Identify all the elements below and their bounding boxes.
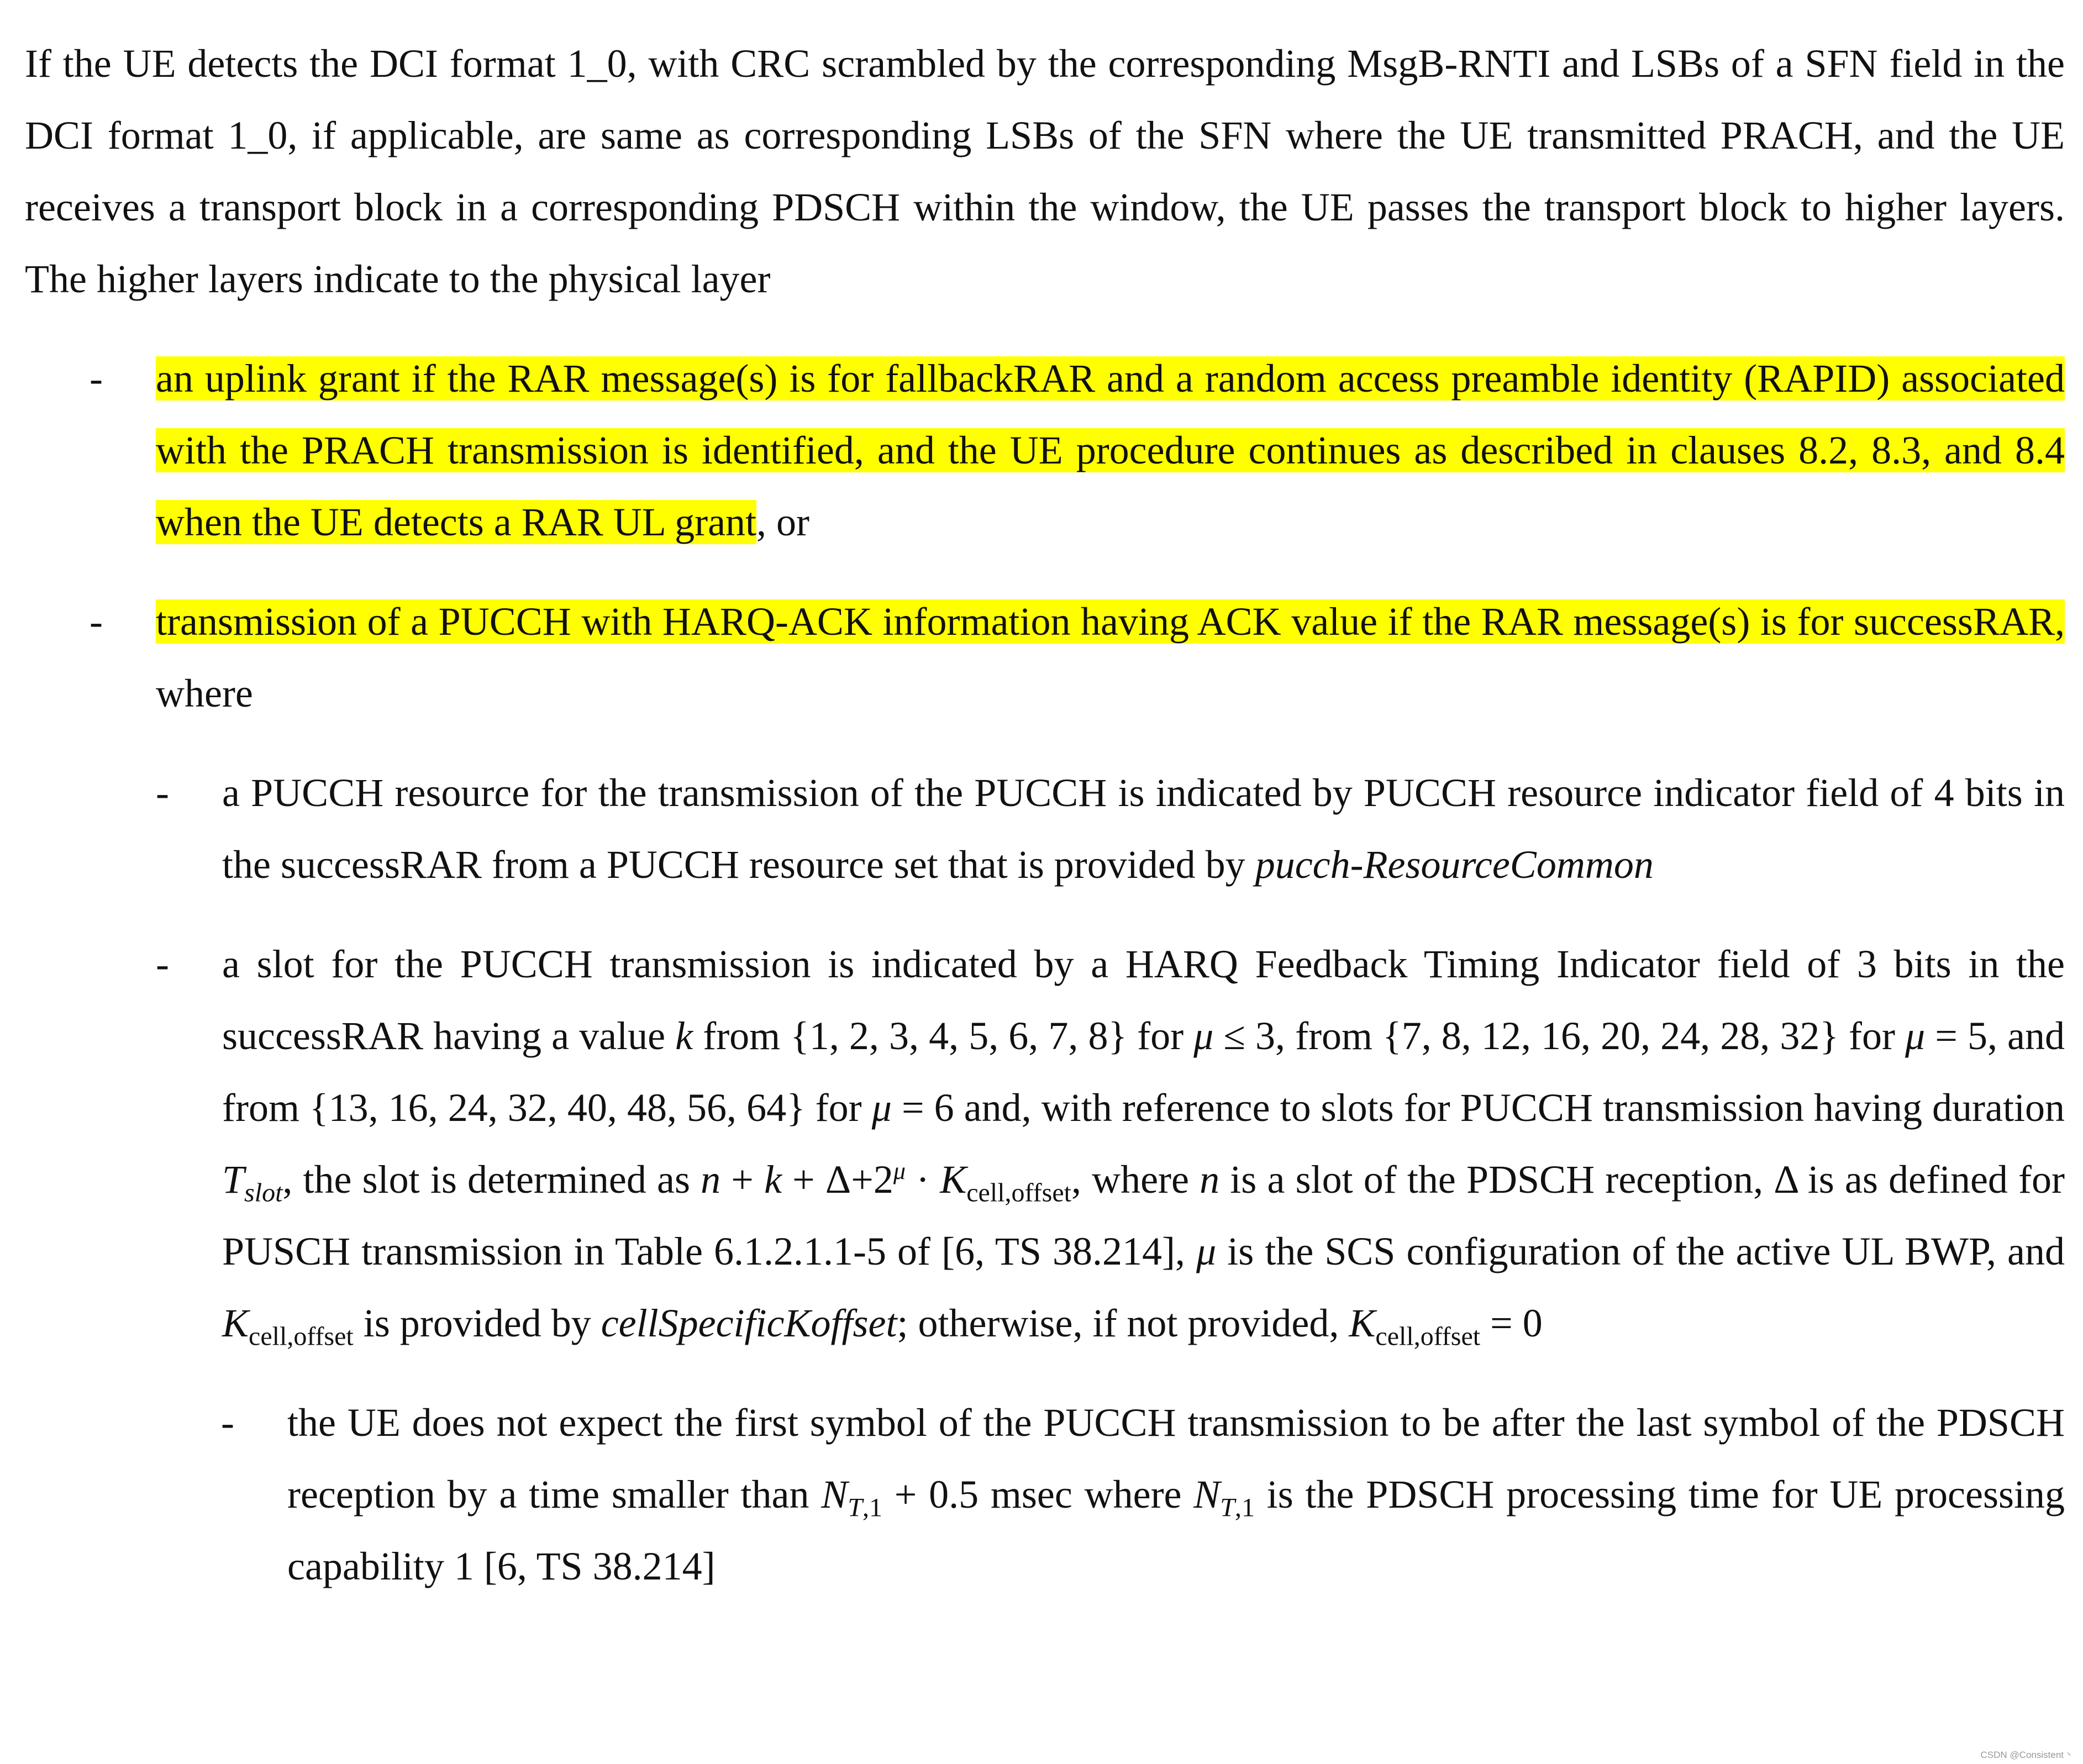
text-run: a slot for the PUCCH transmission is indicated by a HARQ Feedback Timing Indicator field of 3 bits in the successRAR having a value xyxy=(222,942,2065,1058)
text-run: · xyxy=(905,1157,940,1202)
bullet-dash: - xyxy=(90,599,103,644)
math-delta: Δ xyxy=(1774,1157,1797,1202)
math-k-cell: K xyxy=(222,1301,249,1345)
math-subscript: cell,offset xyxy=(966,1178,1071,1208)
text-run: + 0.5 xyxy=(882,1472,979,1516)
text-run: is a slot of the PDSCH reception, xyxy=(1219,1157,1774,1202)
text-run: is provided by xyxy=(353,1301,601,1345)
text-run: is as defined for PUSCH transmission in Table 6.1.2.1.1-5 of [6, TS 38.214], xyxy=(222,1157,2065,1273)
math-subscript: ,1 xyxy=(1235,1493,1255,1523)
text-run: = 5, and from {13, 16, 24, 32, 40, 48, 56, 64} for xyxy=(222,1014,2065,1130)
text-run: is the PDSCH processing time for UE processing capability 1 [6, TS 38.214] xyxy=(287,1472,2065,1588)
text-run: + xyxy=(720,1157,765,1202)
bullet-tail: , or xyxy=(756,500,810,544)
intro-paragraph: If the UE detects the DCI format 1_0, with CRC scrambled by the corresponding MsgB-RNTI and LSBs of a SFN field in the DCI format 1_0, if applicable, are same as corresponding LSBs of the SFN where the UE transmitted PRACH, and the UE receives a transport block in a corresponding PDSCH within the window, the UE passes the transport block to higher layers. The higher layers indicate to the physical layer xyxy=(25,41,2065,301)
math-n-cap: N xyxy=(1193,1472,1221,1516)
parameter-name: pucch-ResourceCommon xyxy=(1255,842,1654,887)
math-subscript: T xyxy=(848,1493,862,1523)
text-run: and, with reference to slots for PUCCH transmission having duration xyxy=(954,1086,2065,1130)
sub-bullet-text: a PUCCH resource for the transmission of the PUCCH is indicated by PUCCH resource indicator field of 4 bits in the successRAR from a PUCCH resource set that is provided by xyxy=(222,771,2065,887)
math-n-cap: N xyxy=(821,1472,848,1516)
bullet-dash: - xyxy=(90,356,103,401)
math-k: k xyxy=(675,1014,693,1058)
text-run: ; otherwise, if not provided, xyxy=(897,1301,1349,1345)
math-n: n xyxy=(1200,1157,1220,1202)
parameter-name: cellSpecificKoffset xyxy=(601,1301,897,1345)
text-run: = 6 xyxy=(891,1086,954,1130)
highlighted-text: transmission of a PUCCH with HARQ-ACK information having ACK value if the RAR message(s) is for successRAR, xyxy=(156,599,2065,644)
text-run: msec where xyxy=(979,1472,1194,1516)
bullet-uplink-grant xyxy=(90,343,2065,558)
text-run: from {1, 2, 3, 4, 5, 6, 7, 8} for xyxy=(693,1014,1194,1058)
math-n: n xyxy=(701,1157,721,1202)
watermark: CSDN @Consistent丶 xyxy=(1980,1750,2073,1760)
bullet-dash: - xyxy=(156,942,169,986)
bullet-tail: where xyxy=(156,671,253,715)
math-subscript: cell,offset xyxy=(249,1321,354,1351)
math-subscript: cell,offset xyxy=(1375,1321,1481,1351)
text-run: , where xyxy=(1071,1157,1200,1202)
math-k-cell: K xyxy=(940,1157,967,1202)
math-subscript: T xyxy=(1220,1493,1235,1523)
spec-document xyxy=(25,28,2065,1602)
math-t: T xyxy=(222,1157,245,1202)
math-superscript: μ xyxy=(893,1157,906,1184)
math-subscript: slot xyxy=(244,1178,283,1208)
highlighted-text: an uplink grant if the RAR message(s) is for fallbackRAR and a random access preamble identity (RAPID) associated with the PRACH transmission is identified, and the UE procedure continues as described in clauses 8.2, 8.3, and 8.4 when the UE detects a RAR UL grant xyxy=(156,356,2065,544)
sub-bullet-pucch-resource xyxy=(156,757,2065,901)
text-run: the UE does not expect the first symbol of the PUCCH transmission to be after the last symbol of the PDSCH reception by a time smaller than xyxy=(287,1400,2065,1516)
math-mu: μ xyxy=(1193,1014,1214,1058)
text-run: ≤ 3, from {7, 8, 12, 16, 20, 24, 28, 32} for xyxy=(1213,1014,1906,1058)
bullet-dash: - xyxy=(156,771,169,815)
sub-sub-bullet-processing-time xyxy=(221,1387,2065,1602)
sub-bullet-pucch-slot xyxy=(156,928,2065,1359)
math-mu: μ xyxy=(1905,1014,1926,1058)
math-subscript: ,1 xyxy=(862,1493,882,1523)
text-run: is the SCS configuration of the active UL BWP, and xyxy=(1216,1229,2065,1273)
text-run: = 0 xyxy=(1480,1301,1543,1345)
math-mu: μ xyxy=(871,1086,892,1130)
text-run: + Δ+2 xyxy=(782,1157,893,1202)
bullet-pucch-transmission xyxy=(90,586,2065,729)
math-k: k xyxy=(764,1157,782,1202)
math-k-cell: K xyxy=(1349,1301,1376,1345)
text-run: , the slot is determined as xyxy=(282,1157,701,1202)
math-mu: μ xyxy=(1196,1229,1217,1273)
bullet-dash: - xyxy=(221,1400,234,1445)
